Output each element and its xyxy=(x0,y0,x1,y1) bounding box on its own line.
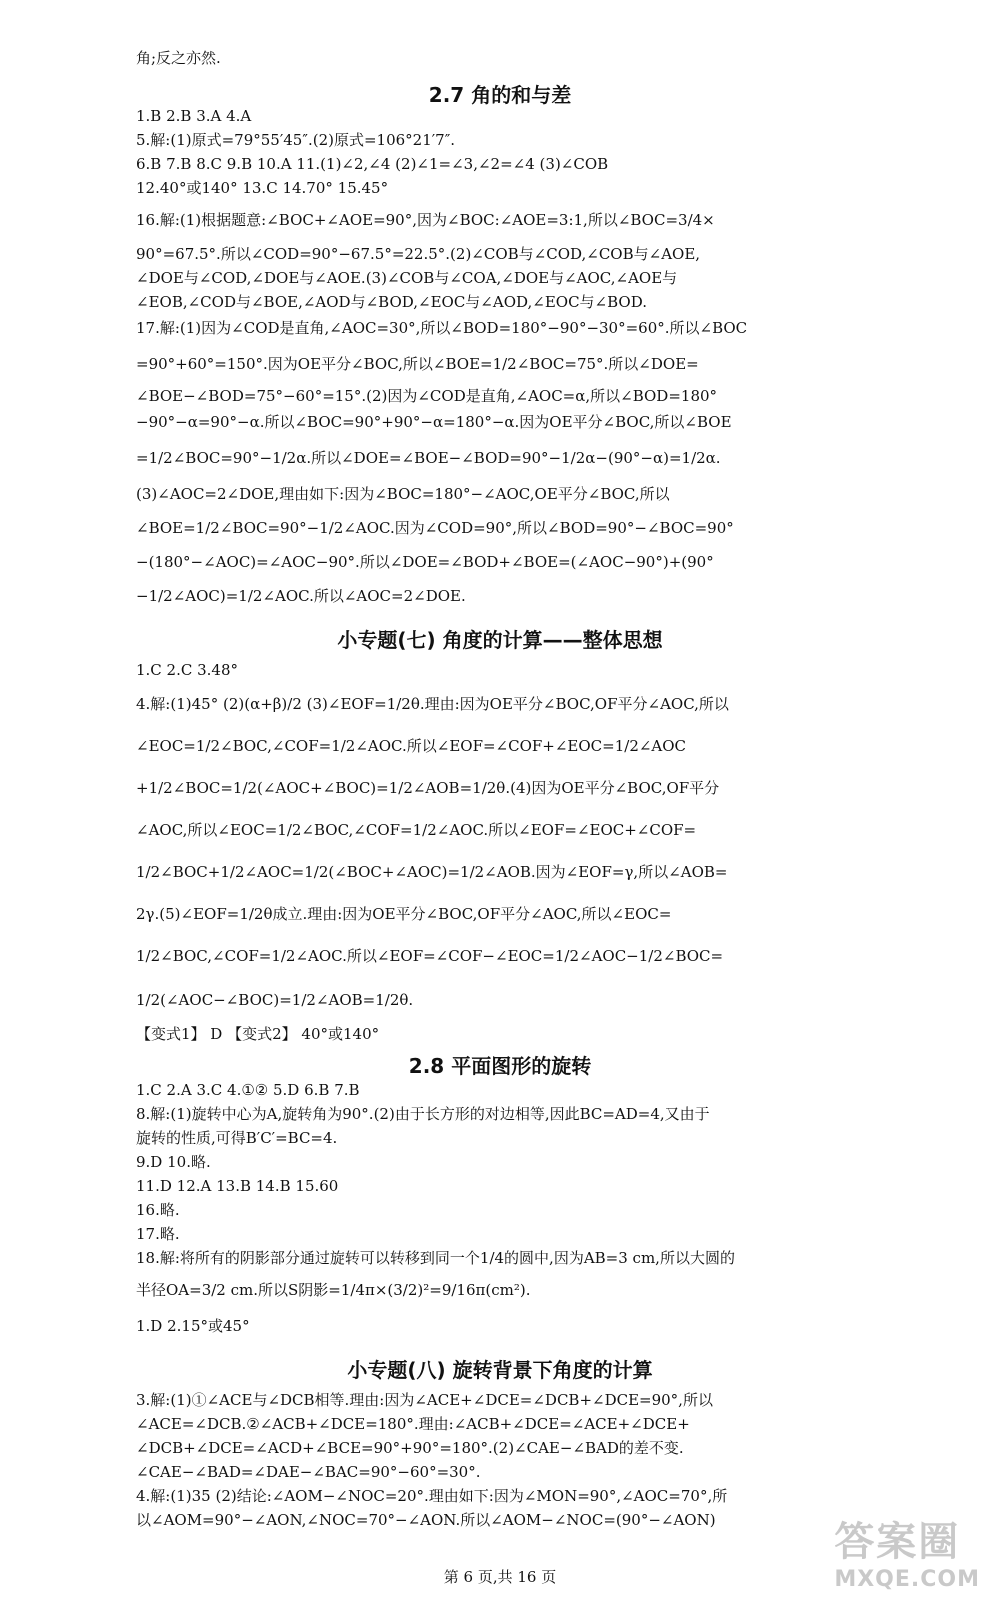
text-line: 角;反之亦然. xyxy=(136,49,221,67)
section-heading: 小专题(八) 旋转背景下角度的计算 xyxy=(347,1358,653,1382)
text-line: 5.解:(1)原式=79°55′45″.(2)原式=106°21′7″. xyxy=(136,131,456,149)
text-line: 半径OA=3/2 cm.所以S阴影=1/4π×(3/2)²=9/16π(cm²). xyxy=(136,1281,531,1299)
text-line: =90°+60°=150°.因为OE平分∠BOC,所以∠BOE=1/2∠BOC=75°.所以∠DOE= xyxy=(136,355,699,373)
text-line: 17.略. xyxy=(136,1225,180,1243)
text-line: =1/2∠BOC=90°−1/2α.所以∠DOE=∠BOE−∠BOD=90°−1/2α−(90°−α)=1/2α. xyxy=(136,449,721,467)
text-line: 2γ.(5)∠EOF=1/2θ成立.理由:因为OE平分∠BOC,OF平分∠AOC,所以∠EOC= xyxy=(136,905,672,923)
text-line: 旋转的性质,可得B′C′=BC=4. xyxy=(136,1129,338,1147)
text-line: 11.D 12.A 13.B 14.B 15.60 xyxy=(136,1177,339,1195)
text-line: +1/2∠BOC=1/2(∠AOC+∠BOC)=1/2∠AOB=1/2θ.(4)因为OE平分∠BOC,OF平分 xyxy=(136,779,720,797)
text-line: ∠BOE=1/2∠BOC=90°−1/2∠AOC.因为∠COD=90°,所以∠BOD=90°−∠BOC=90° xyxy=(136,519,734,537)
text-line: 3.解:(1)①∠ACE与∠DCB相等.理由:因为∠ACE+∠DCE=∠DCB+∠DCE=90°,所以 xyxy=(136,1391,713,1409)
text-line: ∠ACE=∠DCB.②∠ACB+∠DCE=180°.理由:∠ACB+∠DCE=∠ACE+∠DCE+ xyxy=(136,1415,690,1433)
text-line: 【变式1】 D 【变式2】 40°或140° xyxy=(136,1025,380,1043)
text-line: (3)∠AOC=2∠DOE,理由如下:因为∠BOC=180°−∠AOC,OE平分∠BOC,所以 xyxy=(136,485,670,503)
text-line: 17.解:(1)因为∠COD是直角,∠AOC=30°,所以∠BOD=180°−90°−30°=60°.所以∠BOC xyxy=(136,319,748,337)
text-line: 18.解:将所有的阴影部分通过旋转可以转移到同一个1/4的圆中,因为AB=3 cm,所以大圆的 xyxy=(136,1249,735,1267)
section-heading: 2.8 平面图形的旋转 xyxy=(408,1054,592,1078)
text-line: ∠BOE−∠BOD=75°−60°=15°.(2)因为∠COD是直角,∠AOC=α,所以∠BOD=180° xyxy=(136,387,718,405)
text-line: ∠DOE与∠COD,∠DOE与∠AOE.(3)∠COB与∠COA,∠DOE与∠AOC,∠AOE与 xyxy=(136,269,678,287)
text-line: ∠EOC=1/2∠BOC,∠COF=1/2∠AOC.所以∠EOF=∠COF+∠EOC=1/2∠AOC xyxy=(136,737,687,755)
section-heading: 小专题(七) 角度的计算——整体思想 xyxy=(337,628,663,652)
text-line: 1.D 2.15°或45° xyxy=(136,1317,250,1335)
section-heading: 2.7 角的和与差 xyxy=(428,83,572,107)
page-footer: 第 6 页,共 16 页 xyxy=(443,1568,557,1586)
text-line: 以∠AOM=90°−∠AON,∠NOC=70°−∠AON.所以∠AOM−∠NOC=(90°−∠AON) xyxy=(136,1511,716,1529)
watermark-bottom: MXQE.COM xyxy=(834,1567,980,1592)
text-line: 1.C 2.C 3.48° xyxy=(136,661,239,679)
text-line: 1/2∠BOC,∠COF=1/2∠AOC.所以∠EOF=∠COF−∠EOC=1/2∠AOC−1/2∠BOC= xyxy=(136,947,724,965)
text-line: 4.解:(1)45° (2)(α+β)/2 (3)∠EOF=1/2θ.理由:因为OE平分∠BOC,OF平分∠AOC,所以 xyxy=(136,695,729,713)
text-line: 4.解:(1)35 (2)结论:∠AOM−∠NOC=20°.理由如下:因为∠MON=90°,∠AOC=70°,所 xyxy=(136,1487,728,1505)
text-line: 8.解:(1)旋转中心为A,旋转角为90°.(2)由于长方形的对边相等,因此BC=AD=4,又由于 xyxy=(136,1105,710,1123)
text-line: ∠CAE−∠BAD=∠DAE−∠BAC=90°−60°=30°. xyxy=(136,1463,481,1481)
text-line: 1/2(∠AOC−∠BOC)=1/2∠AOB=1/2θ. xyxy=(136,991,414,1009)
text-line: 6.B 7.B 8.C 9.B 10.A 11.(1)∠2,∠4 (2)∠1=∠3,∠2=∠4 (3)∠COB xyxy=(136,155,609,173)
text-line: −90°−α=90°−α.所以∠BOC=90°+90°−α=180°−α.因为OE平分∠BOC,所以∠BOE xyxy=(136,413,732,431)
text-line: 16.解:(1)根据题意:∠BOC+∠AOE=90°,因为∠BOC:∠AOE=3:1,所以∠BOC=3/4× xyxy=(136,211,715,229)
text-line: 12.40°或140° 13.C 14.70° 15.45° xyxy=(136,179,389,197)
text-line: −1/2∠AOC)=1/2∠AOC.所以∠AOC=2∠DOE. xyxy=(136,587,466,605)
text-line: 1.C 2.A 3.C 4.①② 5.D 6.B 7.B xyxy=(136,1081,360,1099)
text-line: ∠EOB,∠COD与∠BOE,∠AOD与∠BOD,∠EOC与∠AOD,∠EOC与∠BOD. xyxy=(136,293,647,311)
watermark-logo xyxy=(834,1510,980,1592)
text-line: ∠AOC,所以∠EOC=1/2∠BOC,∠COF=1/2∠AOC.所以∠EOF=∠EOC+∠COF= xyxy=(136,821,697,839)
text-line: 90°=67.5°.所以∠COD=90°−67.5°=22.5°.(2)∠COB与∠COD,∠COB与∠AOE, xyxy=(136,245,701,263)
watermark-top: 答案圈 xyxy=(834,1519,961,1565)
text-line: 1.B 2.B 3.A 4.A xyxy=(136,107,252,125)
text-line: −(180°−∠AOC)=∠AOC−90°.所以∠DOE=∠BOD+∠BOE=(∠AOC−90°)+(90° xyxy=(136,553,714,571)
text-line: 1/2∠BOC+1/2∠AOC=1/2(∠BOC+∠AOC)=1/2∠AOB.因为∠EOF=γ,所以∠AOB= xyxy=(136,863,728,881)
text-line: 16.略. xyxy=(136,1201,180,1219)
text-line: ∠DCB+∠DCE=∠ACD+∠BCE=90°+90°=180°.(2)∠CAE−∠BAD的差不变. xyxy=(136,1439,684,1457)
text-line: 9.D 10.略. xyxy=(136,1153,211,1171)
